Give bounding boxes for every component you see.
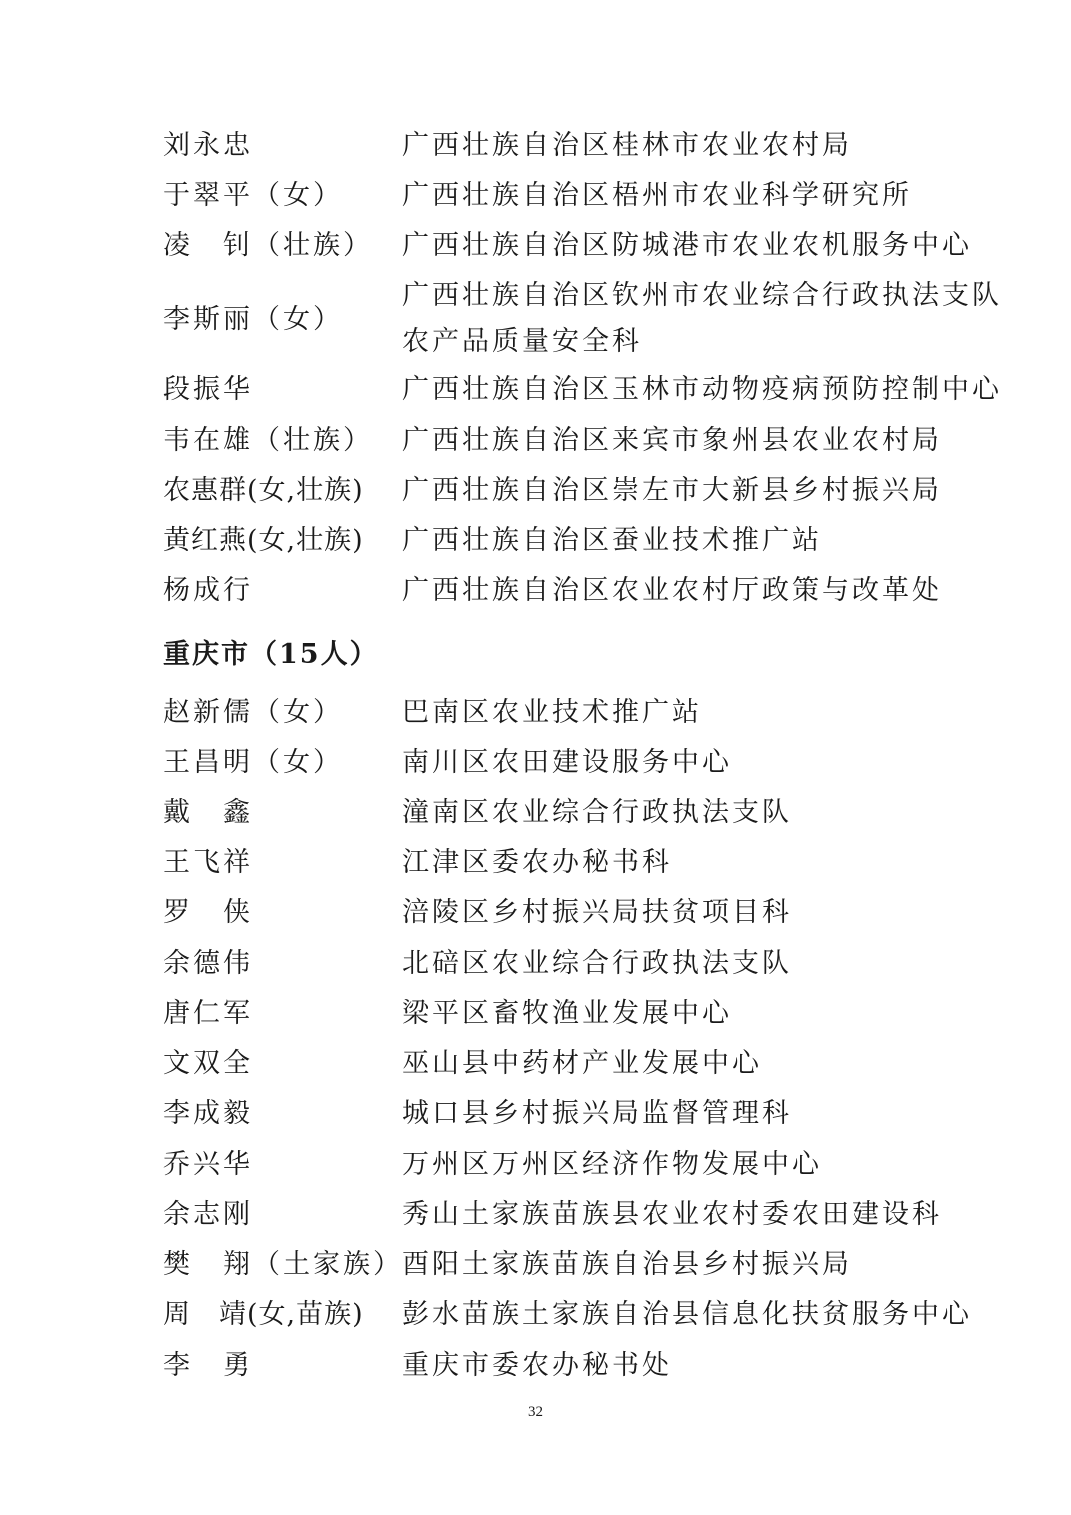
organization: 广西壮族自治区来宾市象州县农业农村局	[402, 425, 942, 456]
person-name: 乔兴华	[163, 1149, 253, 1180]
organization: 广西壮族自治区桂林市农业农村局	[402, 130, 852, 161]
organization: 重庆市委农办秘书处	[402, 1350, 672, 1381]
organization: 潼南区农业综合行政执法支队	[402, 797, 792, 828]
section-heading: 重庆市（15人）	[163, 639, 379, 670]
person-name: 文双全	[163, 1048, 253, 1079]
person-name: 李斯丽（女）	[163, 304, 343, 335]
person-name: 赵新儒（女）	[163, 697, 343, 728]
page-number: 32	[528, 1404, 543, 1420]
organization: 彭水苗族土家族自治县信息化扶贫服务中心	[402, 1299, 972, 1330]
organization: 巫山县中药材产业发展中心	[402, 1048, 762, 1079]
organization: 南川区农田建设服务中心	[402, 747, 732, 778]
organization: 广西壮族自治区钦州市农业综合行政执法支队	[402, 280, 1002, 311]
organization: 广西壮族自治区梧州市农业科学研究所	[402, 180, 912, 211]
person-name: 李 勇	[163, 1350, 253, 1381]
list-item	[163, 272, 1002, 368]
person-name: 唐仁军	[163, 998, 253, 1029]
organization: 梁平区畜牧渔业发展中心	[402, 998, 732, 1029]
organization: 涪陵区乡村振兴局扶贫项目科	[402, 897, 792, 928]
person-name: 王昌明（女）	[163, 747, 343, 778]
person-name: 罗 侠	[163, 897, 253, 928]
organization: 万州区万州区经济作物发展中心	[402, 1149, 822, 1180]
person-name: 段振华	[163, 374, 253, 405]
person-name: 黄红燕(女,壮族)	[163, 525, 364, 556]
person-name: 余德伟	[163, 948, 253, 979]
organization: 广西壮族自治区崇左市大新县乡村振兴局	[402, 475, 942, 506]
person-name: 王飞祥	[163, 847, 253, 878]
person-name: 杨成行	[163, 575, 253, 606]
person-name: 戴 鑫	[163, 797, 253, 828]
organization: 江津区委农办秘书科	[402, 847, 672, 878]
organization: 城口县乡村振兴局监督管理科	[402, 1098, 792, 1129]
organization: 广西壮族自治区蚕业技术推广站	[402, 525, 822, 556]
person-name: 李成毅	[163, 1098, 253, 1129]
person-name: 樊 翔（土家族）	[163, 1249, 403, 1280]
organization: 巴南区农业技术推广站	[402, 697, 702, 728]
organization: 酉阳土家族苗族自治县乡村振兴局	[402, 1249, 852, 1280]
person-name: 余志刚	[163, 1199, 253, 1230]
person-name: 于翠平（女）	[163, 180, 343, 211]
organization-continued: 农产品质量安全科	[402, 326, 642, 357]
organization: 秀山土家族苗族县农业农村委农田建设科	[402, 1199, 942, 1230]
person-name: 农惠群(女,壮族)	[163, 475, 364, 506]
organization: 北碚区农业综合行政执法支队	[402, 948, 792, 979]
organization: 广西壮族自治区玉林市动物疫病预防控制中心	[402, 374, 1002, 405]
person-name: 韦在雄（壮族）	[163, 425, 373, 456]
person-name: 周 靖(女,苗族)	[163, 1299, 364, 1330]
person-name: 刘永忠	[163, 130, 253, 161]
person-name: 凌 钊（壮族）	[163, 230, 373, 261]
organization: 广西壮族自治区农业农村厅政策与改革处	[402, 575, 942, 606]
organization: 广西壮族自治区防城港市农业农机服务中心	[402, 230, 972, 261]
